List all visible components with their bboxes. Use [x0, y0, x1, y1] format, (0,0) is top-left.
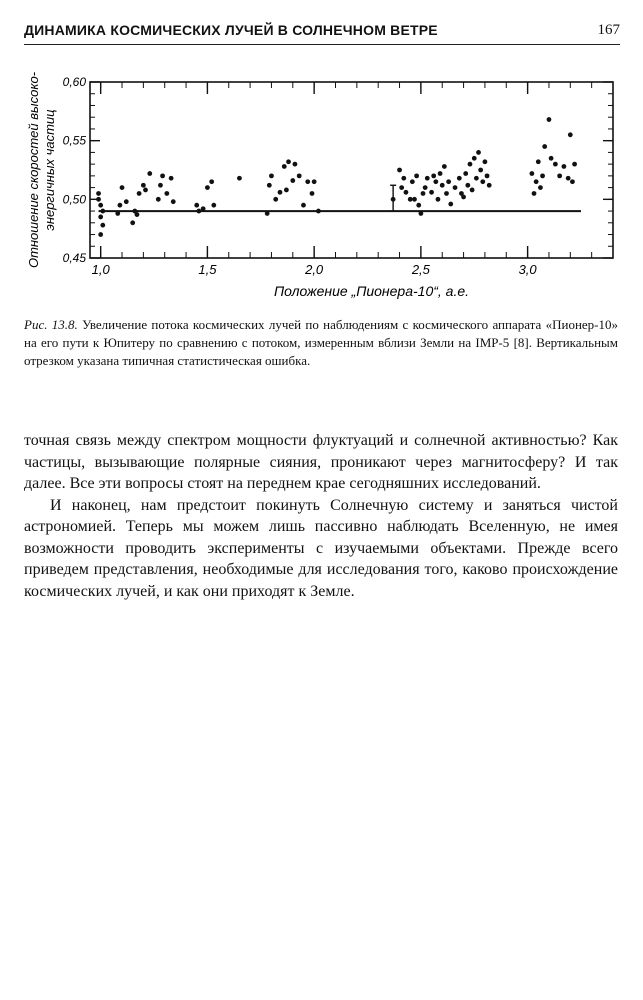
data-point: [98, 215, 103, 220]
data-point: [414, 173, 419, 178]
data-point: [423, 185, 428, 190]
data-point: [310, 191, 315, 196]
y-axis-label-line: Отношение скоростей высоко-: [26, 71, 41, 269]
data-point: [410, 179, 415, 184]
x-tick-label: 3,0: [518, 262, 537, 277]
running-title: ДИНАМИКА КОСМИЧЕСКИХ ЛУЧЕЙ В СОЛНЕЧНОМ ВЕТРЕ: [24, 22, 438, 38]
data-point: [444, 191, 449, 196]
header-rule: [24, 44, 620, 45]
x-tick-label: 2,5: [411, 262, 430, 277]
data-point: [418, 211, 423, 216]
data-point: [297, 173, 302, 178]
data-point: [536, 159, 541, 164]
data-point: [273, 197, 278, 202]
data-point: [461, 195, 466, 200]
data-point: [401, 176, 406, 181]
data-point: [312, 179, 317, 184]
figure-caption: [24, 316, 618, 370]
data-point: [557, 173, 562, 178]
data-point: [538, 185, 543, 190]
data-point: [391, 197, 396, 202]
data-point: [158, 183, 163, 188]
data-point: [293, 162, 298, 167]
data-point: [130, 220, 135, 225]
data-point: [547, 117, 552, 122]
data-point: [553, 162, 558, 167]
data-point: [301, 203, 306, 208]
y-tick-label: 0,60: [62, 75, 86, 89]
data-point: [463, 171, 468, 176]
data-point: [568, 132, 573, 137]
data-point: [96, 197, 101, 202]
page-number: 167: [597, 22, 620, 38]
body-paragraph-1: точная связь между спектром мощности флуктуаций и солнечной активностью? Как частицы, вызывающие полярные сияния, проникают через магнитосферу? И так далее. Все эти вопросы стоят на переднем крае сегодняшних исследований.: [24, 432, 618, 492]
data-point: [476, 150, 481, 155]
x-tick-label: 1,0: [91, 262, 110, 277]
data-point: [408, 197, 413, 202]
data-point: [534, 179, 539, 184]
figure-chart: [0, 62, 643, 302]
data-point: [480, 179, 485, 184]
data-point: [96, 191, 101, 196]
body-text: [24, 430, 618, 602]
data-point: [442, 164, 447, 169]
data-point: [433, 179, 438, 184]
data-point: [485, 173, 490, 178]
y-tick-label: 0,50: [62, 192, 86, 207]
data-point: [399, 185, 404, 190]
data-point: [211, 203, 216, 208]
data-point: [483, 159, 488, 164]
data-point: [465, 183, 470, 188]
data-point: [425, 176, 430, 181]
data-point: [470, 188, 475, 193]
data-point: [282, 164, 287, 169]
data-point: [124, 199, 129, 204]
data-point: [472, 156, 477, 161]
data-point: [474, 176, 479, 181]
data-point: [487, 183, 492, 188]
x-tick-label: 2,0: [305, 262, 324, 277]
y-tick-label: 0,55: [62, 133, 86, 148]
data-point: [164, 191, 169, 196]
data-point: [267, 183, 272, 188]
data-point: [171, 199, 176, 204]
data-point: [566, 176, 571, 181]
data-point: [540, 173, 545, 178]
data-point: [290, 178, 295, 183]
body-paragraph-2: И наконец, нам предстоит покинуть Солнечную систему и заняться чистой астрономией. Теперь мы можем лишь пассивно наблюдать Вселенную, не имея возможности проводить эксперименты с изучаемыми объектами. Прежде всего приведем представления, необходимые для исследования того, каково происхождение космических лучей, и как они приходят к Земле.: [24, 496, 618, 600]
data-point: [429, 190, 434, 195]
data-point: [397, 168, 402, 173]
y-axis-label-line: энергичных частиц: [42, 109, 57, 231]
data-point: [98, 203, 103, 208]
data-point: [440, 183, 445, 188]
x-axis-label: Положение „Пионера-10“, а.е.: [273, 283, 470, 299]
data-point: [160, 173, 165, 178]
data-point: [194, 203, 199, 208]
data-point: [421, 191, 426, 196]
data-point: [169, 176, 174, 181]
data-point: [269, 173, 274, 178]
data-point: [115, 211, 120, 216]
data-point: [412, 197, 417, 202]
data-point: [478, 168, 483, 173]
data-point: [135, 212, 140, 217]
data-point: [209, 179, 214, 184]
data-point: [137, 191, 142, 196]
data-point: [201, 206, 206, 211]
page-header: [24, 22, 620, 44]
data-point: [572, 162, 577, 167]
data-point: [570, 179, 575, 184]
caption-label: Рис. 13.8.: [24, 317, 78, 332]
data-point: [120, 185, 125, 190]
data-point: [529, 171, 534, 176]
data-point: [147, 171, 152, 176]
data-point: [117, 203, 122, 208]
data-point: [100, 209, 105, 214]
data-point: [278, 190, 283, 195]
data-point: [446, 179, 451, 184]
data-point: [431, 173, 436, 178]
data-point: [457, 176, 462, 181]
data-point: [416, 203, 421, 208]
data-point: [141, 183, 146, 188]
data-point: [542, 144, 547, 149]
data-point: [404, 190, 409, 195]
plot-frame: [90, 82, 613, 258]
data-point: [265, 211, 270, 216]
data-point: [436, 197, 441, 202]
data-point: [448, 202, 453, 207]
y-tick-label: 0,45: [62, 251, 86, 265]
data-point: [143, 188, 148, 193]
data-point: [286, 159, 291, 164]
data-point: [205, 185, 210, 190]
data-point: [549, 156, 554, 161]
caption-text: Увеличение потока космических лучей по наблюдениям с космического аппарата «Пионер-10» на его пути к Юпитеру по сравнению с потоком, измеренным вблизи Земли на IMP-5 [8]. Вертикальным отрезком указана типичная статистическая ошибка.: [24, 317, 619, 368]
data-point: [284, 188, 289, 193]
data-point: [237, 176, 242, 181]
data-point: [98, 232, 103, 237]
data-point: [196, 209, 201, 214]
data-point: [305, 179, 310, 184]
data-point: [438, 171, 443, 176]
data-point: [468, 162, 473, 167]
x-tick-label: 1,5: [198, 262, 217, 277]
data-point: [100, 223, 105, 228]
data-point: [453, 185, 458, 190]
data-point: [156, 197, 161, 202]
data-point: [316, 209, 321, 214]
data-point: [562, 164, 567, 169]
data-point: [532, 191, 537, 196]
